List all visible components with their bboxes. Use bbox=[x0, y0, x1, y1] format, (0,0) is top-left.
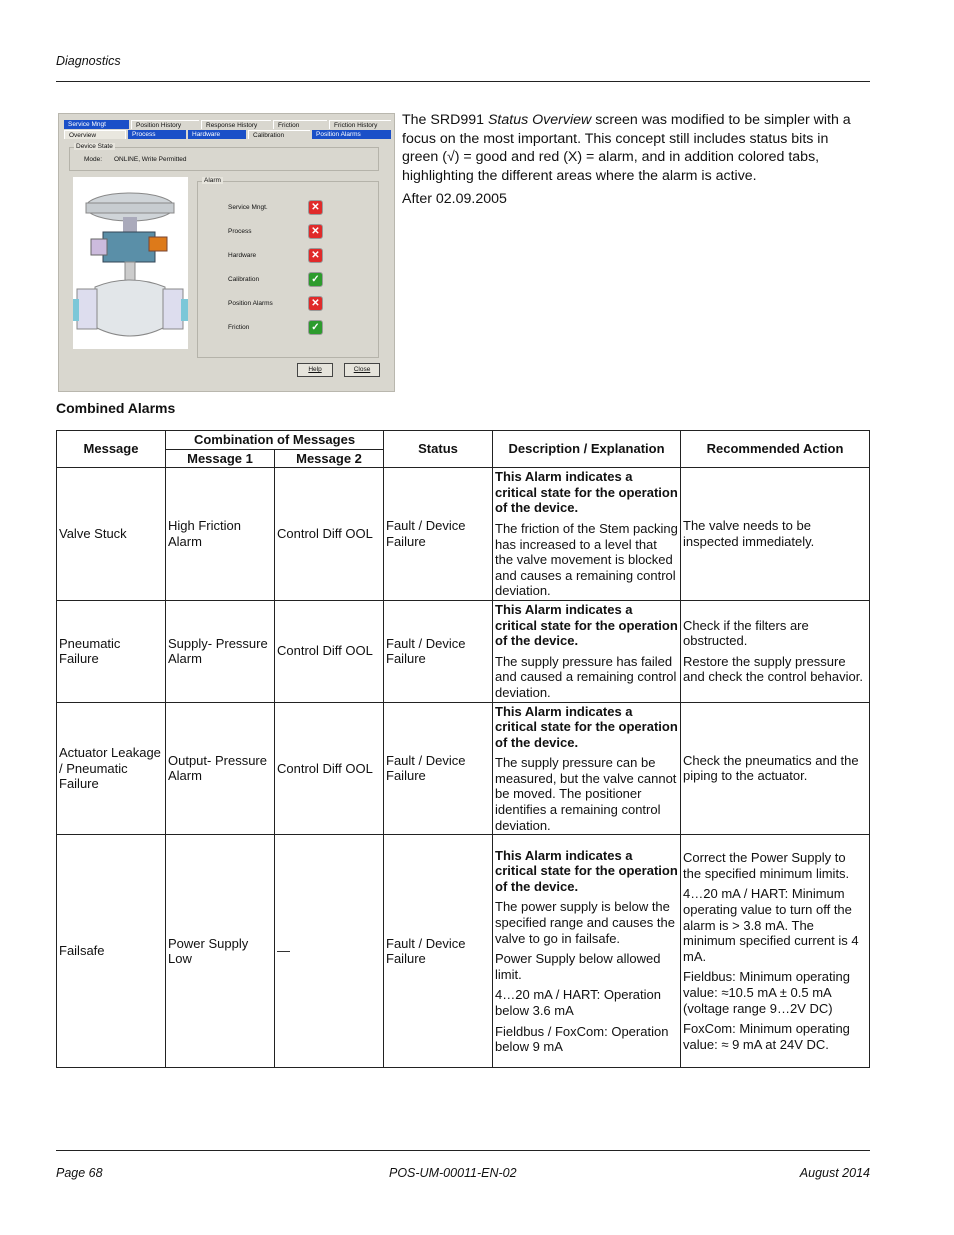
tab-position-alarms: Position Alarms bbox=[312, 130, 391, 139]
valve-illustration bbox=[73, 177, 188, 349]
tab-service-mngt: Service Mngt bbox=[64, 120, 129, 129]
check-icon: ✓ bbox=[308, 320, 323, 335]
alarm-x-icon: ✕ bbox=[308, 296, 323, 311]
table-row bbox=[57, 702, 870, 835]
footer-rule bbox=[56, 1150, 870, 1151]
cell-message: Failsafe bbox=[57, 835, 166, 1068]
cell-action: Correct the Power Supply to the specified minimum limits. 4…20 mA / HART: Minimum operating value to turn off the alarm is > 3.8 mA. The minimum specified current is 4 mA. Fieldbus: Minimum operating value: ≈10.5 mA ± 0.5 mA (voltage range 9…2V DC) FoxCom: Minimum operating value: ≈ 9 mA at 24V DC. bbox=[681, 835, 870, 1068]
table-row bbox=[57, 468, 870, 601]
cell-action: The valve needs to be inspected immediately. bbox=[681, 468, 870, 601]
alarm-label-friction: Friction bbox=[228, 324, 250, 331]
cell-action: Check if the filters are obstructed. Restore the supply pressure and check the control behavior. bbox=[681, 600, 870, 702]
cell-status: Fault / Device Failure bbox=[384, 600, 493, 702]
alarm-x-icon: ✕ bbox=[308, 248, 323, 263]
cell-message-2: Control Diff OOL bbox=[275, 600, 384, 702]
device-state-group bbox=[69, 143, 379, 171]
cell-action: Check the pneumatics and the piping to the actuator. bbox=[681, 702, 870, 835]
document-id: POS-UM-00011-EN-02 bbox=[389, 1166, 517, 1180]
cell-message-2: — bbox=[275, 835, 384, 1068]
cell-message-1: Power Supply Low bbox=[166, 835, 275, 1068]
cell-message: Actuator Leakage / Pneumatic Failure bbox=[57, 702, 166, 835]
intro-paragraph: The SRD991 Status Overview screen was modified to be simpler with a focus on the most important. This concept still includes status bits in green (√) = good and red (X) = alarm, and in addition colored tabs, highlighting the different areas where the alarm is active. bbox=[402, 112, 851, 184]
help-button: Help bbox=[297, 363, 333, 377]
device-state-label: Device State bbox=[76, 143, 113, 150]
tab-overview: Overview bbox=[64, 130, 126, 139]
section-title: Combined Alarms bbox=[56, 400, 176, 416]
alarm-x-icon: ✕ bbox=[308, 200, 323, 215]
alarm-label-hardware: Hardware bbox=[228, 252, 257, 259]
intro-text bbox=[402, 111, 854, 209]
check-icon: ✓ bbox=[308, 272, 323, 287]
th-description: Description / Explanation bbox=[493, 431, 681, 468]
alarm-label-calibration: Calibration bbox=[228, 276, 260, 283]
publication-date: August 2014 bbox=[799, 1166, 870, 1180]
header-rule bbox=[56, 81, 870, 82]
tab-friction-history: Friction History bbox=[329, 120, 391, 129]
page-number: Page 68 bbox=[56, 1166, 103, 1180]
th-message-1: Message 1 bbox=[166, 449, 275, 468]
mode-value: ONLINE, Write Permitted bbox=[114, 156, 187, 163]
tab-calibration: Calibration bbox=[248, 130, 310, 139]
status-overview-screenshot bbox=[58, 113, 395, 392]
mode-label: Mode: bbox=[84, 156, 103, 163]
cell-message-2: Control Diff OOL bbox=[275, 468, 384, 601]
alarm-label-position-alarms: Position Alarms bbox=[228, 300, 273, 307]
cell-message-1: Output- Pressure Alarm bbox=[166, 702, 275, 835]
alarm-group-label: Alarm bbox=[204, 177, 221, 184]
th-message-2: Message 2 bbox=[275, 449, 384, 468]
cell-message: Pneumatic Failure bbox=[57, 600, 166, 702]
cell-message-2: Control Diff OOL bbox=[275, 702, 384, 835]
cell-description: This Alarm indicates a critical state for the operation of the device. The supply pressure has failed and caused a remaining control deviation. bbox=[493, 600, 681, 702]
tab-response-history: Response History bbox=[201, 120, 271, 129]
th-combination: Combination of Messages bbox=[166, 431, 384, 450]
tab-friction: Friction bbox=[273, 120, 327, 129]
cell-message-1: High Friction Alarm bbox=[166, 468, 275, 601]
tab-process: Process bbox=[128, 130, 186, 139]
alarm-x-icon: ✕ bbox=[308, 224, 323, 239]
alarm-label-service-mngt: Service Mngt. bbox=[228, 204, 268, 211]
alarm-group bbox=[197, 177, 379, 358]
tab-position-history: Position History bbox=[131, 120, 199, 129]
th-message: Message bbox=[57, 431, 166, 468]
cell-description: This Alarm indicates a critical state for the operation of the device. The supply pressure can be measured, but the valve cannot be moved. The positioner identifies a remaining control deviation. bbox=[493, 702, 681, 835]
table-row bbox=[57, 835, 870, 1068]
cell-description: This Alarm indicates a critical state for the operation of the device. The power supply is below the specified range and causes the valve to go in failsafe. Power Supply below allowed limit. 4…20 mA / HART: Operation below 3.6 mA Fieldbus / FoxCom: Operation below 9 mA bbox=[493, 835, 681, 1068]
after-date: After 02.09.2005 bbox=[402, 191, 507, 208]
overview-body bbox=[66, 174, 388, 364]
alarm-label-process: Process bbox=[228, 228, 252, 235]
close-button: Close bbox=[344, 363, 380, 377]
running-header: Diagnostics bbox=[56, 54, 121, 68]
cell-message: Valve Stuck bbox=[57, 468, 166, 601]
tab-hardware: Hardware bbox=[188, 130, 246, 139]
cell-status: Fault / Device Failure bbox=[384, 702, 493, 835]
cell-description: This Alarm indicates a critical state for the operation of the device. The friction of the Stem packing has increased to a level that the valve movement is blocked and causes a remaining control deviation. bbox=[493, 468, 681, 601]
th-action: Recommended Action bbox=[681, 431, 870, 468]
cell-status: Fault / Device Failure bbox=[384, 468, 493, 601]
table-row bbox=[57, 600, 870, 702]
cell-message-1: Supply- Pressure Alarm bbox=[166, 600, 275, 702]
th-status: Status bbox=[384, 431, 493, 468]
cell-status: Fault / Device Failure bbox=[384, 835, 493, 1068]
combined-alarms-table bbox=[56, 430, 870, 1068]
